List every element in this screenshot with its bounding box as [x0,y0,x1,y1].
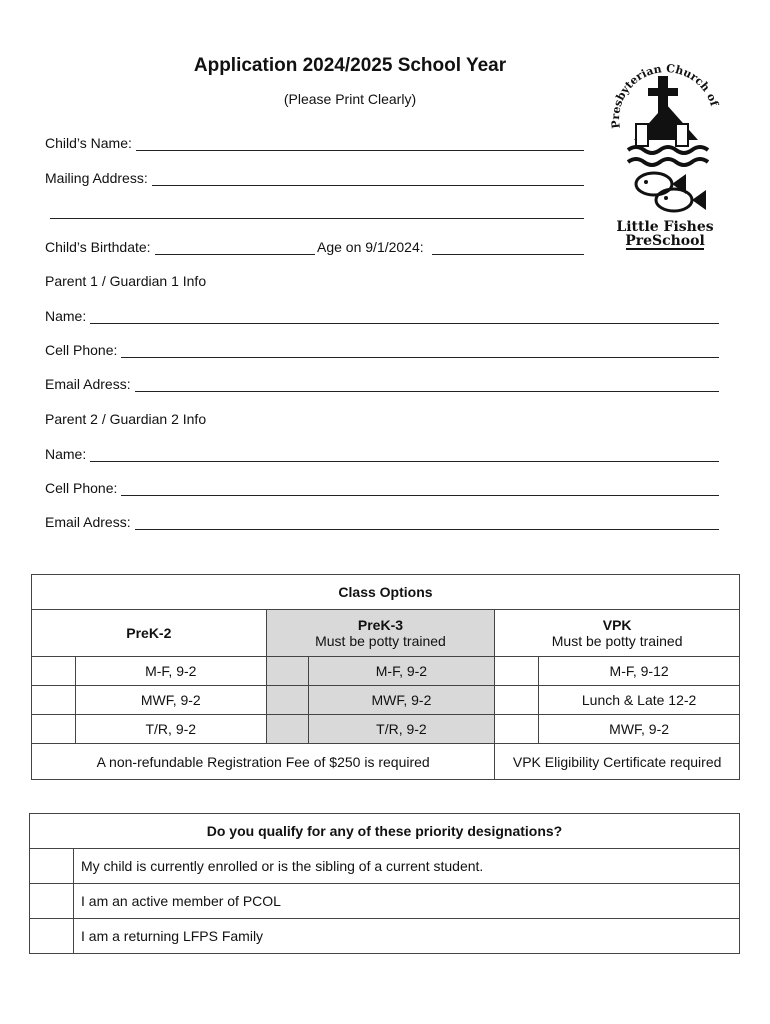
vpk-option-1: M-F, 9-12 [539,657,740,686]
parent1-email-field[interactable] [45,376,719,392]
parent1-name-field[interactable] [45,308,719,324]
child-birthdate-label: Child’s Birthdate: [45,239,151,255]
priority-checkbox-2[interactable] [30,884,74,919]
prek3-option-2: MWF, 9-2 [308,686,495,715]
class-options-title: Class Options [32,575,740,610]
mailing-address-line2[interactable] [50,204,584,219]
priority-table [29,813,740,954]
class-options-table [31,574,740,780]
prek3-checkbox-1[interactable] [266,657,308,686]
prek3-name: PreK-3 [357,617,404,633]
page-subtitle: (Please Print Clearly) [283,91,417,107]
priority-checkbox-1[interactable] [30,849,74,884]
prek2-checkbox-2[interactable] [32,686,76,715]
child-name-field[interactable] [45,135,584,151]
prek3-checkbox-2[interactable] [266,686,308,715]
prek2-option-1: M-F, 9-2 [75,657,266,686]
priority-item-2: I am an active member of PCOL [74,884,740,919]
parent2-email-field[interactable] [45,514,719,530]
parent1-heading: Parent 1 / Guardian 1 Info [45,273,207,289]
logo-arc-text: Presbyterian Church of [609,61,721,130]
logo-line2: PreSchool [625,233,705,249]
prek2-checkbox-3[interactable] [32,715,76,744]
prek2-header: PreK-2 [32,610,267,657]
parent2-phone-label: Cell Phone: [45,480,118,496]
vpk-option-3: MWF, 9-2 [539,715,740,744]
logo-line1: Little Fishes [616,219,714,235]
prek3-header [266,610,495,657]
mailing-address-field[interactable] [45,170,584,186]
parent1-phone-label: Cell Phone: [45,342,118,358]
priority-title: Do you qualify for any of these priority designations? [30,814,740,849]
prek3-checkbox-3[interactable] [266,715,308,744]
parent1-phone-field[interactable] [45,342,719,358]
school-logo [606,48,724,258]
age-label: Age on 9/1/2024: [317,239,424,255]
registration-fee-note: A non-refundable Registration Fee of $250 is required [32,744,495,780]
parent2-name-label: Name: [45,446,87,462]
mailing-address-label: Mailing Address: [45,170,148,186]
page-title: Application 2024/2025 School Year [193,55,507,76]
parent2-email-label: Email Adress: [45,514,131,530]
vpk-name: VPK [602,617,632,633]
vpk-note: Must be potty trained [551,633,683,649]
parent2-name-field[interactable] [45,446,719,462]
vpk-header [495,610,740,657]
child-name-label: Child’s Name: [45,135,132,151]
priority-item-3: I am a returning LFPS Family [74,919,740,954]
logo-emblem-icon [606,48,724,258]
prek2-checkbox-1[interactable] [32,657,76,686]
prek2-option-2: MWF, 9-2 [75,686,266,715]
parent2-heading: Parent 2 / Guardian 2 Info [45,411,207,427]
vpk-certificate-note: VPK Eligibility Certificate required [495,744,740,780]
parent1-name-label: Name: [45,308,87,324]
parent2-phone-field[interactable] [45,480,719,496]
age-field[interactable] [317,239,584,255]
prek3-option-1: M-F, 9-2 [308,657,495,686]
priority-checkbox-3[interactable] [30,919,74,954]
priority-item-1: My child is currently enrolled or is the sibling of a current student. [74,849,740,884]
prek3-option-3: T/R, 9-2 [308,715,495,744]
vpk-checkbox-2[interactable] [495,686,539,715]
vpk-checkbox-3[interactable] [495,715,539,744]
vpk-option-2: Lunch & Late 12-2 [539,686,740,715]
prek2-option-3: T/R, 9-2 [75,715,266,744]
child-birthdate-field[interactable] [45,239,315,255]
parent1-email-label: Email Adress: [45,376,131,392]
prek3-note: Must be potty trained [315,633,446,649]
vpk-checkbox-1[interactable] [495,657,539,686]
